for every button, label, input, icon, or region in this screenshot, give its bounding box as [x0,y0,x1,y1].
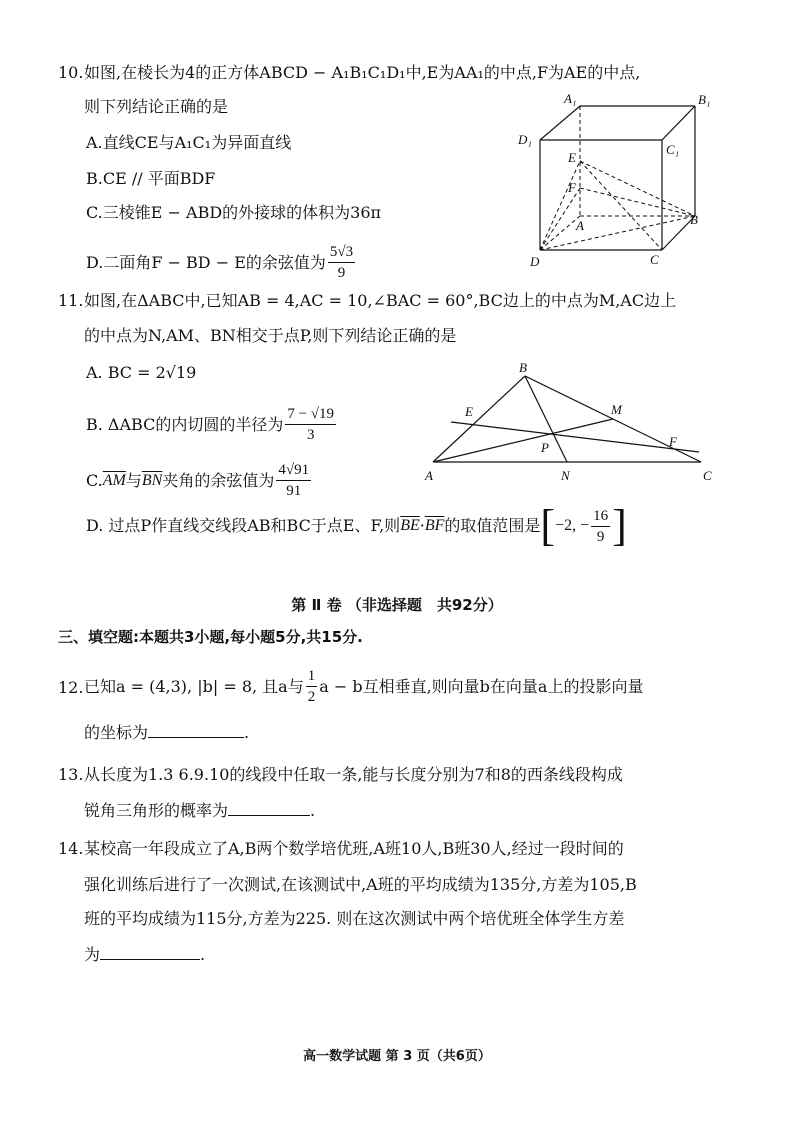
triangle-label-f: F [669,434,677,449]
q11-option-b-text: B. ΔABC的内切圆的半径为 [86,414,284,434]
q12-answer-blank[interactable] [148,737,244,738]
q10-option-d-fraction [328,242,355,283]
q14-text-line2: 强化训练后进行了一次测试,在该测试中,A班的平均成绩为135分,方差为105,B [84,875,637,894]
left-bracket: [ [540,501,556,550]
q13-number: 13. [58,765,84,784]
triangle-label-e: E [465,404,473,419]
cube-label-d1: D₁ [518,132,532,147]
q10-option-c-text: C.三棱锥E − ABD的外接球的体积为36π [86,203,382,222]
q11-option-a-text: A. BC = 2√19 [86,363,197,382]
page-footer: 高一数学试题 第 3 页（共6页） [303,1049,491,1064]
section-2-title: 第 Ⅱ 卷 （非选择题 共92分） [291,596,503,614]
triangle-label-a: A [425,468,433,483]
q14-text-line4: 为 [84,945,101,964]
triangle-label-c: C [703,468,712,483]
q14-answer-blank[interactable] [100,959,200,960]
q11-option-c-connector: 与 [125,470,142,490]
q13-text-line1: 从长度为1.3 6.9.10的线段中任取一条,能与长度分别为7和8的西条线段构成 [84,765,623,784]
fraction-denominator: 2 [307,689,316,705]
q11-option-d [0,502,794,552]
q10-option-b-text: B.CE // 平面BDF [86,169,216,188]
triangle-figure [415,362,720,488]
fraction-denominator: 9 [337,265,346,281]
cube-label-d: D [530,254,540,269]
cube-label-a1: A₁ [564,91,577,106]
triangle-label-n: N [561,468,570,483]
q12-number: 12. [58,678,84,697]
vector-be: $\overline{BE}$ [400,517,420,534]
q11-option-d-text2: 的取值范围是 [444,516,541,535]
q12-line1 [0,666,794,710]
q10-stem2: 则下列结论正确的是 [84,97,229,116]
q11-option-d-text: D. 过点P作直线交线段AB和BC于点E、F,则 [86,516,401,535]
q13-text-line2: 锐角三角形的概率为 [84,801,229,820]
q11-option-c-text: C. [86,470,103,490]
q14-number: 14. [58,839,84,858]
cube-label-b: B [690,212,698,227]
q11-option-c-text2: 夹角的余弦值为 [162,470,275,490]
q13-answer-blank[interactable] [228,815,310,816]
q11-option-c-fraction [276,460,311,501]
q12-text-part1: 已知a = (4,3), |b| = 8, 且a与 [84,676,304,696]
fraction-numerator: 7 − √19 [285,404,336,425]
q11-number: 11. [58,291,84,310]
fraction-denominator: 3 [306,427,315,443]
dot-operator: · [419,516,425,535]
triangle-label-p: P [541,440,549,455]
fraction-numerator: 4√91 [276,460,311,481]
q11-option-b-fraction [285,404,336,445]
q12-text-part2: a − b互相垂直,则向量b在向量a上的投影向量 [319,676,644,696]
cube-label-f: F [568,180,576,195]
q10-stem1: 如图,在棱长为4的正方体ABCD − A₁B₁C₁D₁中,E为AA₁的中点,F为AE的中点, [84,63,641,82]
triangle-label-b: B [519,362,527,375]
q11-stem2: 的中点为N,AM、BN相交于点P,则下列结论正确的是 [84,326,457,345]
q10-option-d-text: D.二面角F − BD − E的余弦值为 [86,252,326,272]
part-3-text: 三、填空题:本题共3小题,每小题5分,共15分. [58,628,363,646]
fraction-numerator: 5√3 [328,242,355,263]
fraction-denominator: 91 [286,483,302,499]
fraction-denominator: 9 [596,528,605,545]
range-lower: −2, − [555,517,590,534]
q14-text-line1: 某校高一年段成立了A,B两个数学培优班,A班10人,B班30人,经过一段时间的 [84,839,624,858]
q11-stem1: 如图,在ΔABC中,已知AB = 4,AC = 10,∠BAC = 60°,BC边上的中点为M,AC边上 [84,291,677,310]
q11-option-d-fraction [591,506,610,547]
vector-bf: $\overline{BF}$ [424,517,445,534]
fraction-numerator: 16 [591,506,610,527]
q12-fraction [306,666,318,707]
q10-number: 10. [58,63,84,82]
cube-label-e: E [568,150,576,165]
right-bracket: ] [612,501,627,550]
cube-label-a: A [576,218,584,233]
vector-am: $\overline{AM}$ [102,471,126,489]
fraction-numerator: 1 [306,666,318,687]
cube-label-c1: C₁ [666,142,680,157]
cube-label-b1: B₁ [698,92,711,107]
vector-bn: $\overline{BN}$ [141,471,163,489]
q10-option-a-text: A.直线CE与A₁C₁为异面直线 [86,133,292,152]
exam-page: 10. 如图,在棱长为4的正方体ABCD − A₁B₁C₁D₁中,E为AA₁的中点,F为AE的中点, 则下列结论正确的是 A.直线CE与A₁C₁为异面直线 B.CE // 平面BDF C.三棱锥E − ABD的外接球的体积为36π D.二面角F − BD − E的余弦值为 $\frac{5√3}{9}$ A₁ B₁ C₁ D₁ E F A B C D 11. 如图,在ΔABC中,已知AB = 4,AC = 10,∠BAC = 60°,BC边上的中点为M,AC边上 的中点为N,AM、BN相交于点P,则下列结论正确的是 A. BC = 2√19 B. ΔABC的内切圆的半径为 $\frac{7 - √19}{3}$ C. $\overline{AM}$ 与 $\overline{BN}$ 夹角的余弦值为 $\frac{4√91}{91}$ D. 过点P作直线交线段AB和BC于点E、F,则 $\overline{BE}$ · $\overline{BF}$ 的取值范围是 [ −2, − $\frac{16}{9}$ ] A B C E F M N P 第 Ⅱ 卷 （非选择题 共92分） 三、填空题:本题共3小题,每小题5分,共15分. 12. 已知a = (4,3), |b| = 8, 且a与 $\frac{1}{2}$ a − b互相垂直,则向量b在向量a上的投影向量 的坐标为 . 13. 从长度为1.3 6.9.10的线段中任取一条,能与长度分别为7和8的西条线段构成 锐角三角形的概率为 . 14. 某校高一年段成立了A,B两个数学培优班,A班10人,B班30人,经过一段时间的 强化训练后进行了一次测试,在该测试中,A班的平均成绩为135分,方差为105,B 班的平均成绩为115分,方差为225. 则在这次测试中两个培优班全体学生方差 为 . 高一数学试题 第 3 页（共6页） [0,0,794,1123]
q12-text-line2: 的坐标为 [84,723,149,742]
cube-label-c: C [650,252,659,267]
cube-figure [500,88,720,274]
triangle-label-m: M [611,402,622,417]
q14-text-line3: 班的平均成绩为115分,方差为225. 则在这次测试中两个培优班全体学生方差 [84,909,625,928]
